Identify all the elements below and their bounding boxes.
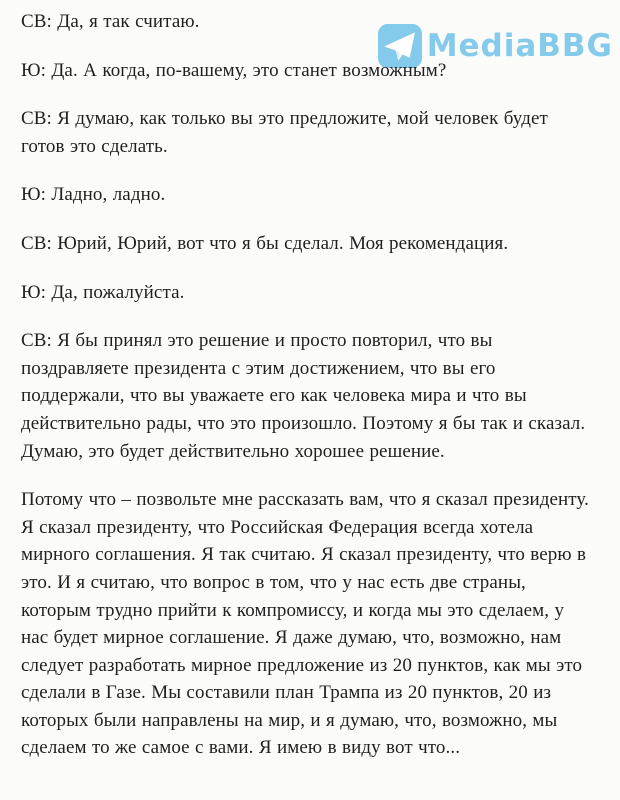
watermark-label: MediaBBG [426,28,613,64]
transcript-paragraph: СВ: Да, я так считаю. [21,11,200,32]
transcript-paragraph: Ю: Да. А когда, по-вашему, это станет возможным? [21,59,447,81]
transcript-paragraph: СВ: Я бы принял это решение и просто повторил, что вы поздравляете президента с этим достижением, что вы его поддержали, что вы уважаете его как человека мира и что вы действительно рады, что это произошло. Поэтому я бы так и сказал. Думаю, это будет действительно хорошее решение. [21,330,586,462]
transcript-paragraph: Ю: Да, пожалуйста. [21,281,185,303]
transcript-paragraph: Ю: Ладно, ладно. [21,184,166,206]
transcript-paragraph: Потому что – позвольте мне рассказать вам, что я сказал президенту. Я сказал президенту, что Российская Федерация всегда хотела мирного соглашения. Я так считаю. Я сказал президенту, что верю в это. И я считаю, что вопрос в том, что у нас есть две страны, которым трудно прийти к компромиссу, и когда мы это сделаем, у нас будет мирное соглашение. Я даже думаю, что, возможно, нам следует разработать мирное предложение из 20 пунктов, как мы это сделали в Газе. Мы составили план Трампа из 20 пунктов, 20 из которых были направлены на мир, и я думаю, что, возможно, мы сделаем то же самое с вами. Я имею в виду вот что... [21,489,589,759]
transcript-paragraph: СВ: Юрий, Юрий, вот что я бы сделал. Моя рекомендация. [21,232,509,254]
transcript-paragraph: СВ: Я думаю, как только вы это предложите, мой человек будет готов это сделать. [21,108,548,157]
